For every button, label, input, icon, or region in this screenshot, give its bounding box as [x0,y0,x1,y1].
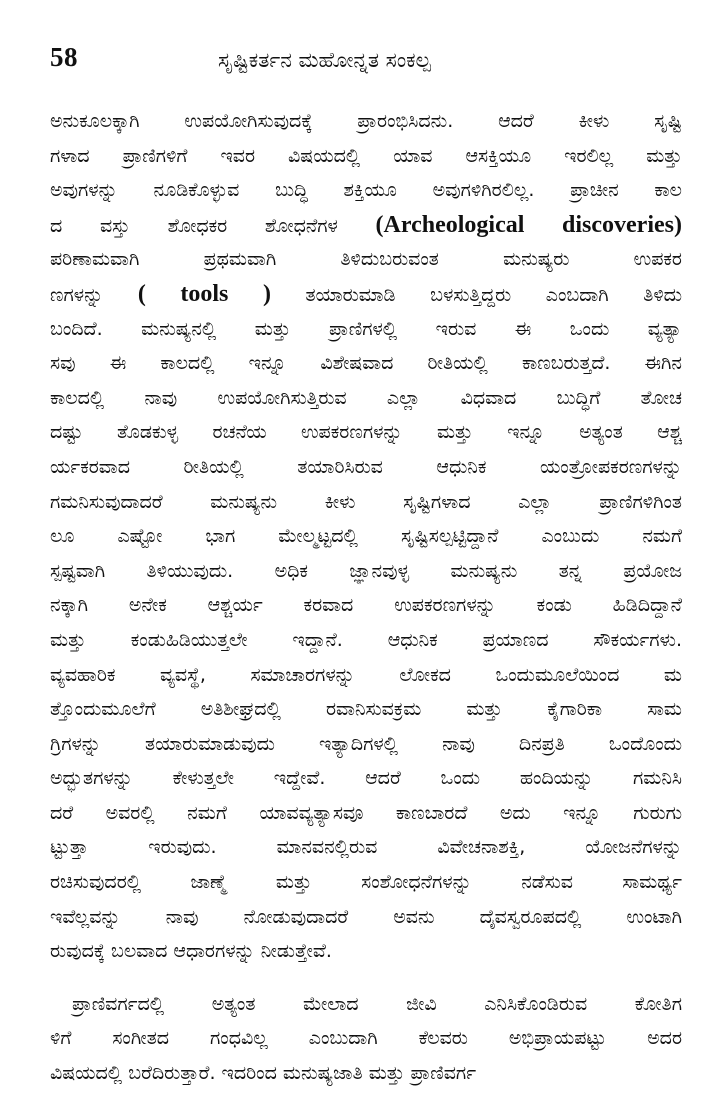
text-line: ಗಮನಿಸುವುದಾದರೆ ಮನುಷ್ಯನು ಕೀಳು ಸೃಷ್ಟಿಗಳಾದ ಎಲ್ಲಾ ಪ್ರಾಣಿಗಳಿಗಿಂತ [50,490,682,513]
text-line: ದರೆ ಅವರಲ್ಲಿ ನಮಗೆ ಯಾವವ್ಯತ್ಯಾಸವೂ ಕಾಣಬಾರದೆ ಅದು ಇನ್ನೂ ಗುರುಗು [50,801,682,824]
text-line: ಗಳಾದ ಪ್ರಾಣಿಗಳಿಗೆ ಇವರ ವಿಷಯದಲ್ಲಿ ಯಾವ ಆಸಕ್ತಿಯೂ ಇರಲಿಲ್ಲ ಮತ್ತು [50,144,682,167]
text-line: ಪರಿಣಾಮವಾಗಿ ಪ್ರಥಮವಾಗಿ ತಿಳಿದುಬರುವಂತ ಮನುಷ್ಯರು ಉಪಕರ [50,248,682,271]
text-line: ಅದ್ಭುತಗಳನ್ನು ಕೇಳುತ್ತಲೇ ಇದ್ದೇವೆ. ಆದರೆ ಒಂದು ಹಂದಿಯನ್ನು ಗಮನಿಸಿ [50,767,682,790]
text-line: ಸವು ಈ ಕಾಲದಲ್ಲಿ ಇನ್ನೂ ವಿಶೇಷವಾದ ರೀತಿಯಲ್ಲಿ ಕಾಣಬರುತ್ತದೆ. ಈಗಿನ [50,352,682,375]
text-line: ಸ್ಪಷ್ಟವಾಗಿ ತಿಳಿಯುವುದು. ಅಧಿಕ ಜ್ಞಾನವುಳ್ಳ ಮನುಷ್ಯನು ತನ್ನ ಪ್ರಯೋಜ [50,559,682,582]
text-line: ವ್ಯವಹಾರಿಕ ವ್ಯವಸ್ಥೆ, ಸಮಾಚಾರಗಳನ್ನು ಲೋಕದ ಒಂದುಮೂಲೆಯಿಂದ ಮ [50,663,682,686]
text-line: ಟ್ಟುತ್ತಾ ಇರುವುದು. ಮಾನವನಲ್ಲಿರುವ ವಿವೇಚನಾಶಕ್ತಿ, ಯೋಜನೆಗಳನ್ನು [50,836,682,859]
text-line: ರಚಿಸುವುದರಲ್ಲಿ ಜಾಣ್ಮೆ ಮತ್ತು ಸಂಶೋಧನೆಗಳನ್ನು ನಡೆಸುವ ಸಾಮರ್ಥ್ಯ [50,871,682,894]
text-line: ಲೂ ಎಷ್ಟೋ ಭಾಗ ಮೇಲ್ಮಟ್ಟದಲ್ಲಿ ಸೃಷ್ಟಿಸಲ್ಪಟ್ಟಿದ್ದಾನೆ ಎಂಬುದು ನಮಗೆ [50,525,682,548]
text-line: ಗ್ರಿಗಳನ್ನು ತಯಾರುಮಾಡುವುದು ಇತ್ಯಾದಿಗಳಲ್ಲಿ ನಾವು ದಿನಪ್ರತಿ ಒಂದೊಂದು [50,732,682,755]
text-line: ಬಂದಿದೆ. ಮನುಷ್ಯನಲ್ಲಿ ಮತ್ತು ಪ್ರಾಣಿಗಳಲ್ಲಿ ಇರುವ ಈ ಒಂದು ವ್ಯತ್ಯಾ [50,317,682,340]
english-term: ( tools ) [137,280,271,307]
text-segment: ತಯಾರುಮಾಡಿ ಬಳಸುತ್ತಿದ್ದರು ಎಂಬದಾಗಿ ತಿಳಿದು [270,283,682,306]
text-line: ಮತ್ತು ಕಂಡುಹಿಡಿಯುತ್ತಲೇ ಇದ್ದಾನೆ. ಆಧುನಿಕ ಪ್ರಯಾಣದ ಸೌಕರ್ಯಗಳು. [50,628,682,651]
text-segment: ದ ವಸ್ತು ಶೋಧಕರ ಶೋಧನೆಗಳ [50,214,376,237]
english-term: (Archeological discoveries) [375,211,682,238]
text-line: ಪ್ರಾಣಿವರ್ಗದಲ್ಲಿ ಅತ್ಯಂತ ಮೇಲಾದ ಜೀವಿ ಎನಿಸಿಕೊಂಡಿರುವ ಕೋತಿಗ [72,992,682,1015]
text-line [50,277,682,312]
text-line: ತ್ತೊಂದುಮೂಲೆಗೆ ಅತಿಶೀಘ್ರದಲ್ಲಿ ರವಾನಿಸುವಕ್ರಮ ಮತ್ತು ಕೈಗಾರಿಕಾ ಸಾಮ [50,698,682,721]
paragraph-2 [50,987,682,1091]
text-line [50,208,682,243]
running-title: ಸೃಷ್ಟಿಕರ್ತನ ಮಹೋನ್ನತ ಸಂಕಲ್ಪ [218,48,431,72]
body-text [50,104,682,1091]
text-line: ದಷ್ಟು ತೊಡಕುಳ್ಳ ರಚನೆಯ ಉಪಕರಣಗಳನ್ನು ಮತ್ತು ಇನ್ನೂ ಅತ್ಯಂತ ಆಶ್ಚ [50,421,682,444]
text-line: ನಕ್ಕಾಗಿ ಅನೇಕ ಆಶ್ಚರ್ಯ ಕರವಾದ ಉಪಕರಣಗಳನ್ನು ಕಂಡು ಹಿಡಿದಿದ್ದಾನೆ [50,594,682,617]
text-line: ರ್ಯಕರವಾದ ರೀತಿಯಲ್ಲಿ ತಯಾರಿಸಿರುವ ಆಧುನಿಕ ಯಂತ್ರೋಪಕರಣಗಳನ್ನು [50,455,682,478]
text-line: ಕಾಲದಲ್ಲಿ ನಾವು ಉಪಯೋಗಿಸುತ್ತಿರುವ ಎಲ್ಲಾ ವಿಧವಾದ ಬುದ್ಧಿಗೆ ತೋಚ [50,386,682,409]
text-segment: ಣಗಳನ್ನು [50,283,138,306]
text-line: ಇವೆಲ್ಲವನ್ನು ನಾವು ನೋಡುವುದಾದರೆ ಅವನು ದೈವಸ್ವರೂಪದಲ್ಲಿ ಉಂಟಾಗಿ [50,905,682,928]
page-number: 58 [50,42,78,72]
text-line: ವಿಷಯದಲ್ಲಿ ಬರೆದಿರುತ್ತಾರೆ. ಇದರಿಂದ ಮನುಷ್ಯಜಾತಿ ಮತ್ತು ಪ್ರಾಣಿವರ್ಗ [50,1062,477,1085]
text-line: ಳಿಗೆ ಸಂಗೀತದ ಗಂಧವಿಲ್ಲ ಎಂಬುದಾಗಿ ಕೆಲವರು ಅಭಿಪ್ರಾಯಪಟ್ಟು ಅದರ [50,1027,682,1050]
text-line: ಅನುಕೂಲಕ್ಕಾಗಿ ಉಪಯೋಗಿಸುವುದಕ್ಕೆ ಪ್ರಾರಂಭಿಸಿದನು. ಆದರೆ ಕೀಳು ಸೃಷ್ಟಿ [50,110,682,132]
page-header [50,42,680,82]
paragraph-1 [50,104,682,969]
paragraph-gap [50,969,682,987]
text-line: ಅವುಗಳನ್ನು ನೂಡಿಕೊಳ್ಳುವ ಬುದ್ಧಿ ಶಕ್ತಿಯೂ ಅವುಗಳಿಗಿರಲಿಲ್ಲ. ಪ್ರಾಚೀನ ಕಾಲ [50,179,682,202]
text-line: ರುವುದಕ್ಕೆ ಬಲವಾದ ಆಧಾರಗಳನ್ನು ನೀಡುತ್ತೇವೆ. [50,940,332,963]
